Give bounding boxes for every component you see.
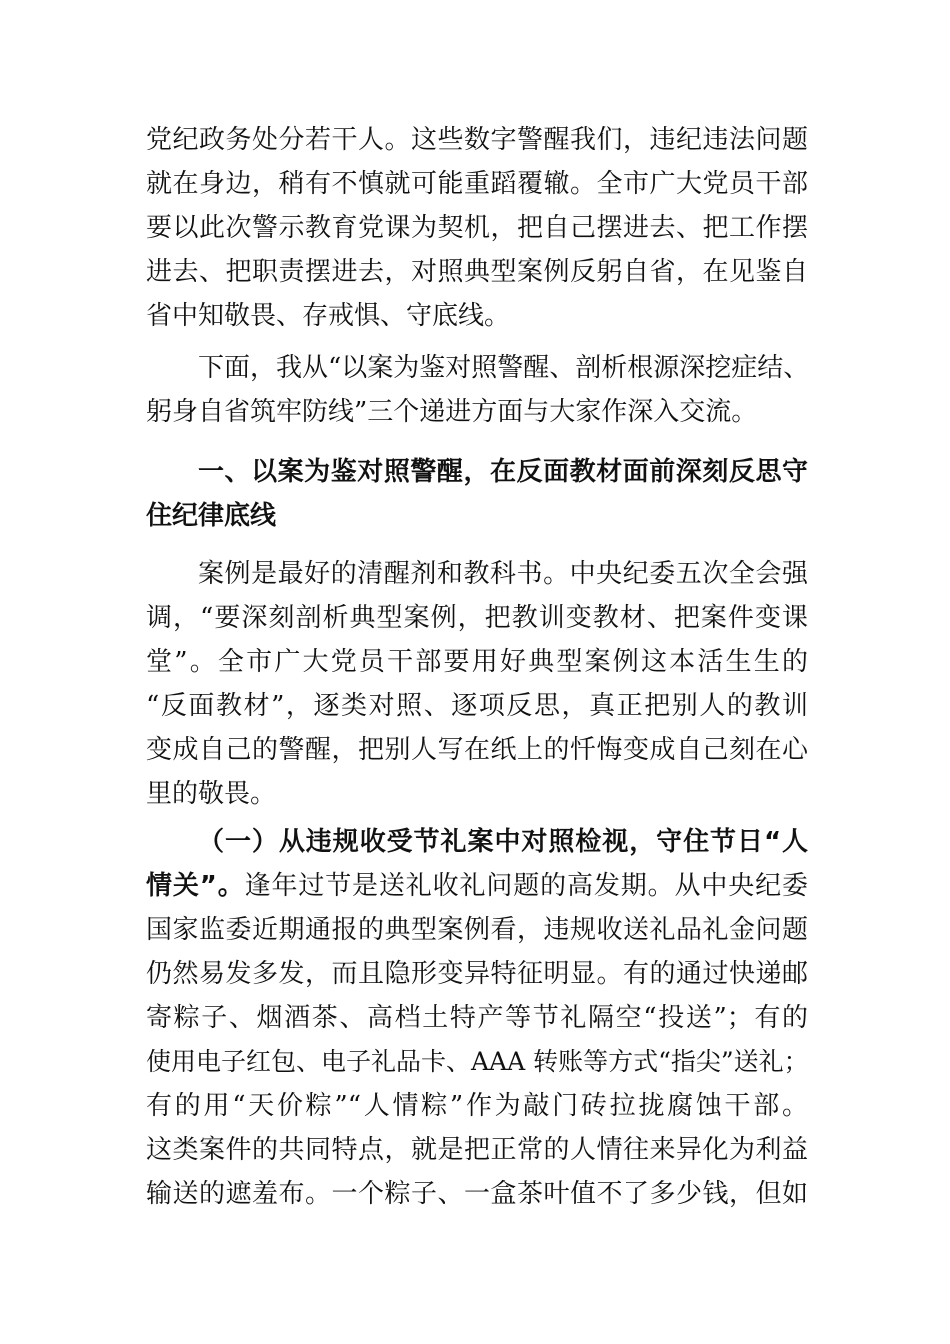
body-text-span: 逢年过节是送礼收礼问题的高发期。从中央纪委	[244, 871, 808, 901]
body-text-line: 国家监委近期通报的典型案例看，违规收送礼品礼金问题	[146, 915, 808, 945]
body-text-line: 输送的遮羞布。一个粽子、一盒茶叶值不了多少钱，但如	[146, 1179, 808, 1209]
body-text-line: 进去、把职责摆进去，对照典型案例反躬自省，在见鉴自	[146, 257, 808, 287]
body-text-line: 寄粽子、烟酒茶、高档土特产等节礼隔空“投送”；有的	[146, 1003, 808, 1033]
body-text-line: 调，“要深刻剖析典型案例，把教训变教材、把案件变课	[146, 603, 808, 633]
subsection-heading-end: 情关”。	[146, 871, 245, 901]
body-text-line: 堂”。全市广大党员干部要用好典型案例这本活生生的	[146, 647, 808, 677]
body-text-line: 有的用“天价粽”“人情粽”作为敲门砖拉拢腐蚀干部。	[146, 1091, 808, 1121]
body-text-line: 仍然易发多发，而且隐形变异特征明显。有的通过快递邮	[146, 959, 808, 989]
body-text-line: 要以此次警示教育党课为契机，把自己摆进去、把工作摆	[146, 213, 808, 243]
body-text-line: 躬身自省筑牢防线”三个递进方面与大家作深入交流。	[146, 397, 758, 427]
body-text-line: 党纪政务处分若干人。这些数字警醒我们，违纪违法问题	[146, 125, 808, 155]
body-text-line: “反面教材”，逐类对照、逐项反思，真正把别人的教训	[146, 691, 808, 721]
body-text-line: 使用电子红包、电子礼品卡、AAA 转账等方式“指尖”送礼；	[146, 1047, 809, 1076]
body-text-line: 省中知敬畏、存戒惧、守底线。	[146, 301, 511, 331]
body-text-line: 就在身边，稍有不慎就可能重蹈覆辙。全市广大党员干部	[146, 169, 808, 199]
section-heading: 一、以案为鉴对照警醒，在反面教材面前深刻反思守	[198, 457, 808, 487]
subsection-heading: （一）从违规收受节礼案中对照检视，守住节日“人	[198, 827, 808, 857]
body-text-line: 里的敬畏。	[146, 779, 277, 809]
body-text-line: 案例是最好的清醒剂和教科书。中央纪委五次全会强	[198, 559, 808, 589]
body-text-line: 这类案件的共同特点，就是把正常的人情往来异化为利益	[146, 1135, 808, 1165]
body-text-line: 下面，我从“以案为鉴对照警醒、剖析根源深挖症结、	[198, 353, 810, 383]
section-heading: 住纪律底线	[146, 501, 277, 531]
mixed-text-line	[146, 864, 808, 908]
body-text-line: 变成自己的警醒，把别人写在纸上的忏悔变成自己刻在心	[146, 735, 808, 765]
